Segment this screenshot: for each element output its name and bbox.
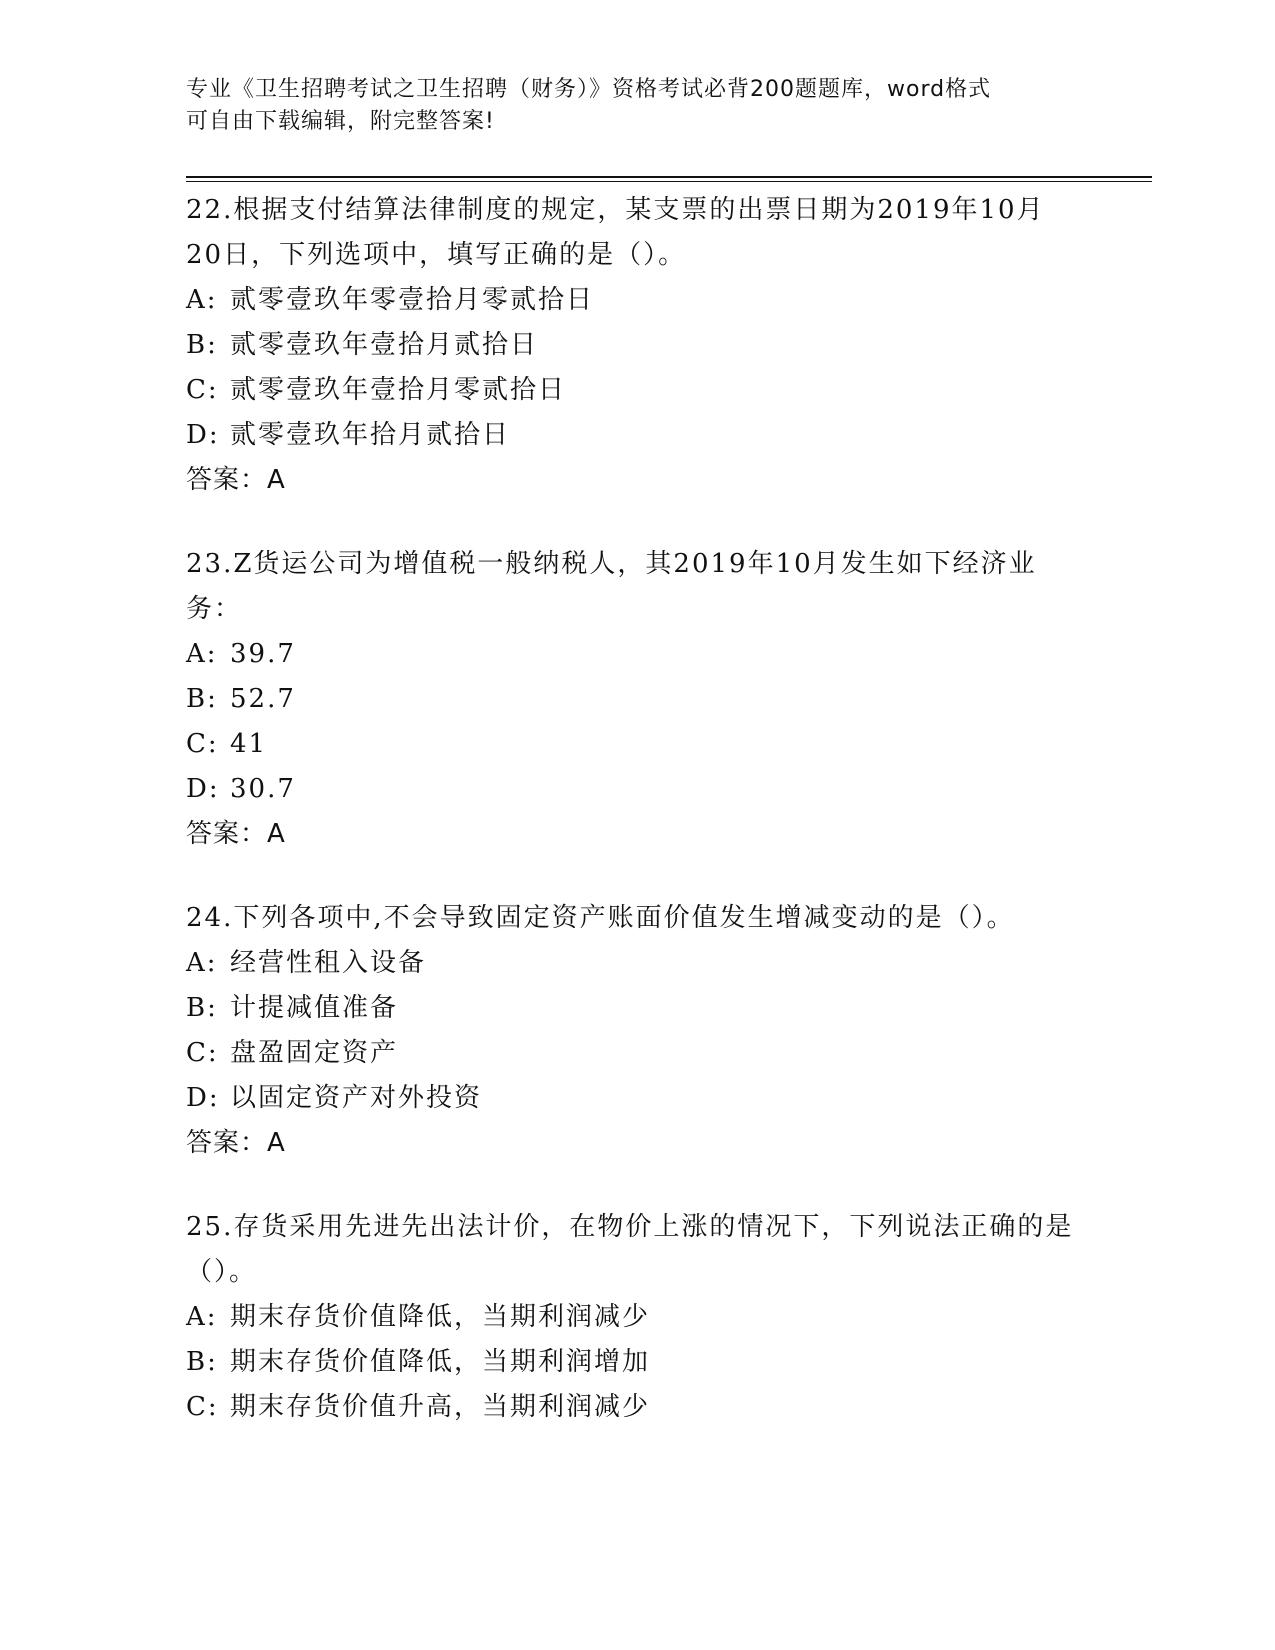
answer-line: 答案：A	[186, 1128, 286, 1158]
question-stem: 24.下列各项中,不会导致固定资产账面价值发生增减变动的是（）。	[186, 903, 1015, 933]
option-label: C:	[186, 1392, 219, 1422]
option-text: 期末存货价值降低，当期利润增加	[230, 1347, 651, 1377]
question-list	[186, 188, 1076, 1469]
question-25	[186, 1205, 1076, 1430]
question-23	[186, 542, 1076, 857]
option-label: A:	[186, 948, 218, 978]
option-text: 计提减值准备	[230, 993, 399, 1023]
option-c	[186, 722, 1076, 767]
answer-line: 答案：A	[186, 465, 286, 495]
option-c	[186, 1385, 1076, 1430]
option-text: 52.7	[230, 684, 296, 714]
question-stem: 25.存货采用先进先出法计价，在物价上涨的情况下，下列说法正确的是（）。	[186, 1212, 1074, 1287]
question-24	[186, 896, 1076, 1166]
option-label: A:	[186, 285, 218, 315]
option-b	[186, 677, 1076, 722]
option-c	[186, 368, 1076, 413]
option-a	[186, 941, 1076, 986]
option-c	[186, 1031, 1076, 1076]
option-text: 盘盈固定资产	[230, 1038, 399, 1068]
answer-line: 答案：A	[186, 819, 286, 849]
option-a	[186, 1295, 1076, 1340]
document-header	[186, 74, 1066, 138]
option-label: D:	[186, 774, 220, 804]
option-label: B:	[186, 1347, 218, 1377]
option-label: C:	[186, 729, 219, 759]
option-label: B:	[186, 330, 218, 360]
option-label: A:	[186, 639, 218, 669]
option-b	[186, 986, 1076, 1031]
option-label: C:	[186, 375, 219, 405]
option-text: 期末存货价值降低，当期利润减少	[230, 1302, 651, 1332]
question-22	[186, 188, 1076, 503]
header-divider-thin	[186, 181, 1152, 182]
option-text: 41	[230, 729, 268, 759]
option-a	[186, 632, 1076, 677]
header-line-1: 专业《卫生招聘考试之卫生招聘（财务）》资格考试必背200题题库，word格式	[186, 77, 992, 102]
option-text: 经营性租入设备	[230, 948, 427, 978]
question-stem: 22.根据支付结算法律制度的规定，某支票的出票日期为2019年10月20日，下列选项中，填写正确的是（）。	[186, 195, 1045, 270]
option-d	[186, 1076, 1076, 1121]
question-stem: 23.Z货运公司为增值税一般纳税人，其2019年10月发生如下经济业务：	[186, 549, 1037, 624]
option-text: 贰零壹玖年拾月贰拾日	[230, 420, 511, 450]
option-b	[186, 1340, 1076, 1385]
option-label: D:	[186, 420, 220, 450]
option-d	[186, 413, 1076, 458]
option-text: 贰零壹玖年壹拾月零贰拾日	[230, 375, 567, 405]
option-label: A:	[186, 1302, 218, 1332]
option-text: 39.7	[230, 639, 296, 669]
header-divider-thick	[186, 176, 1152, 178]
option-label: B:	[186, 684, 218, 714]
option-text: 期末存货价值升高，当期利润减少	[230, 1392, 651, 1422]
option-label: C:	[186, 1038, 219, 1068]
option-text: 30.7	[230, 774, 296, 804]
option-a	[186, 278, 1076, 323]
option-label: B:	[186, 993, 218, 1023]
header-line-2: 可自由下载编辑，附完整答案!	[186, 109, 495, 134]
option-d	[186, 767, 1076, 812]
option-text: 以固定资产对外投资	[230, 1083, 483, 1113]
option-text: 贰零壹玖年零壹拾月零贰拾日	[230, 285, 595, 315]
option-text: 贰零壹玖年壹拾月贰拾日	[230, 330, 539, 360]
option-b	[186, 323, 1076, 368]
option-label: D:	[186, 1083, 220, 1113]
